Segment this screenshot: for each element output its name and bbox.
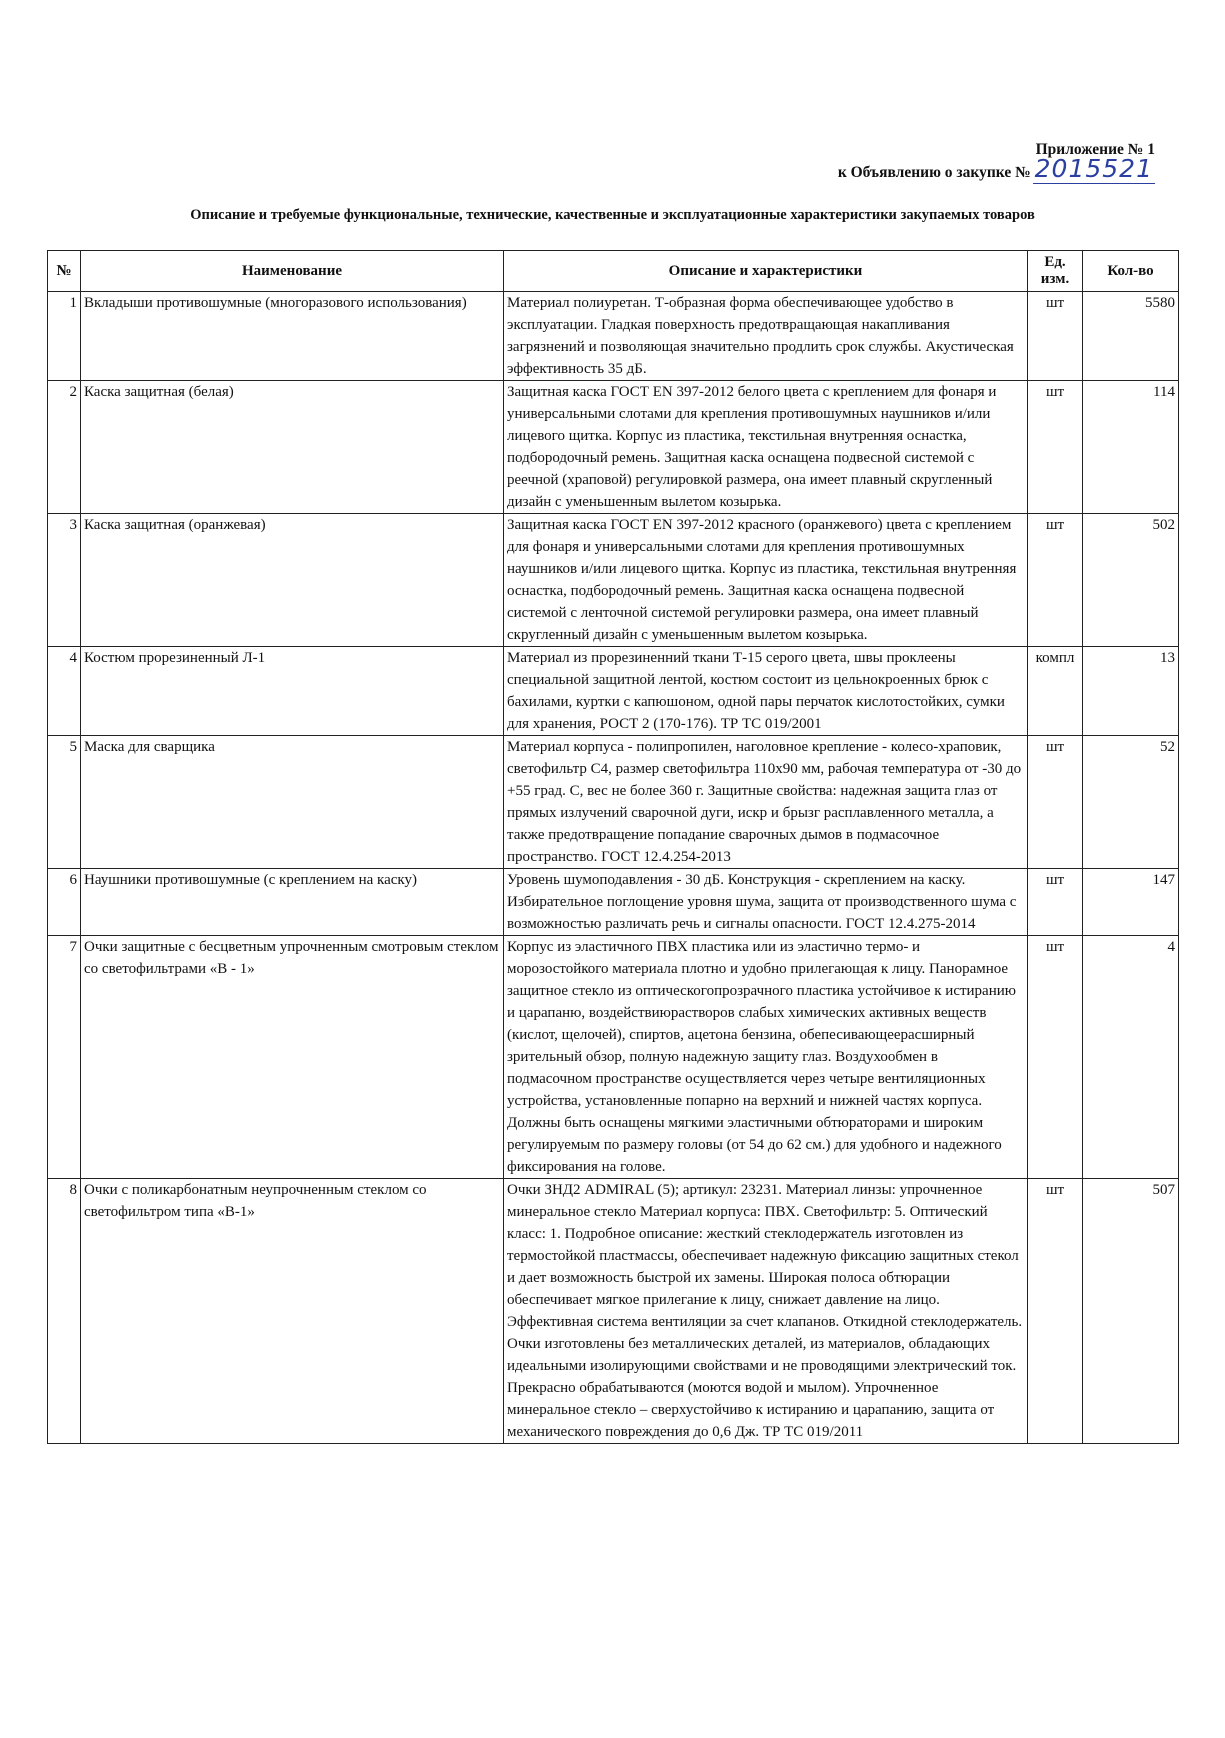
cell-no: 1 — [48, 292, 81, 381]
cell-no: 3 — [48, 514, 81, 647]
cell-unit: шт — [1028, 381, 1083, 514]
table-row — [48, 381, 1179, 514]
cell-qty: 5580 — [1083, 292, 1179, 381]
cell-desc: Корпус из эластичного ПВХ пластика или из эластично термо- и морозостойкого материала плотно и удобно прилегающая к лицу. Панорамное защитное стекло из оптическогопрозрачного пластика устойчивое к истиранию и царапаню, воздействиюрастворов слабых химических активных веществ (кислот, щелочей), спиртов, ацетона бензина, обепесивающеерасширный зрительный обзор, полную надежную защиту глаз. Воздухообмен в подмасочном пространстве осуществляется через четыре вентиляционных устройства, установленные попарно на верхний и нижней частях корпуса. Должны быть оснащены мягкими эластичными обтюраторами и широким регулируемым по размеру головы (от 54 до 62 см.) для удобного и надежного фиксирования на голове. — [504, 936, 1028, 1179]
cell-desc: Защитная каска ГОСТ EN 397-2012 красного (оранжевого) цвета с креплением для фонаря и универсальными слотами для крепления противошумных наушников и/или лицевого щитка. Корпус из пластика, текстильная внутренняя оснастка, подбородочный ремень. Защитная каска оснащена подвесной системой с ленточной системой регулировки размера, она имеет плавный скругленный дизайн с уменьшенным вылетом козырька. — [504, 514, 1028, 647]
document-title: Описание и требуемые функциональные, технические, качественные и эксплуатационные характеристики закупаемых товаров — [190, 207, 1035, 223]
cell-desc: Очки ЗНД2 ADMIRAL (5); артикул: 23231. Материал линзы: упрочненное минеральное стекло Материал корпуса: ПВХ. Светофильтр: 5. Оптический класс: 1. Подробное описание: жесткий стеклодержатель изготовлен из термостойкой пластмассы, обеспечивает надежную фиксацию защитных стекол и дает возможность быстрой их замены. Широкая полоса обтюрации обеспечивает мягкое прилегание к лицу, снижает давление на лицо. Эффективная система вентиляции за счет клапанов. Откидной стеклодержатель. Очки изготовлены без металлических деталей, из материалов, обладающих идеальными изолирующими свойствами и не проводящими электрический ток. Прекрасно обрабатываются (моются водой и мылом). Упрочненное минеральное стекло – сверхустойчиво к истиранию и царапанию, защита от механического повреждения до 0,6 Дж. ТР ТС 019/2011 — [504, 1179, 1028, 1444]
cell-unit: шт — [1028, 936, 1083, 1179]
cell-unit: шт — [1028, 736, 1083, 869]
header-name: Наименование — [81, 251, 504, 292]
cell-qty: 502 — [1083, 514, 1179, 647]
table-row — [48, 736, 1179, 869]
cell-qty: 507 — [1083, 1179, 1179, 1444]
cell-desc: Защитная каска ГОСТ EN 397-2012 белого цвета с креплением для фонаря и универсальными слотами для крепления противошумных наушников и/или лицевого щитка. Корпус из пластика, текстильная внутренняя оснастка, подбородочный ремень. Защитная каска оснащена подвесной системой с реечной (храповой) регулировкой размера, она имеет плавный скругленный дизайн с уменьшенным вылетом козырька. — [504, 381, 1028, 514]
header-qty: Кол-во — [1083, 251, 1179, 292]
cell-desc: Уровень шумоподавления - 30 дБ. Конструкция - скреплением на каску. Избирательное поглощение уровня шума, защита от производственного шума с возможностью различать речь и сигналы опасности. ГОСТ 12.4.275-2014 — [504, 869, 1028, 936]
cell-name: Маска для сварщика — [81, 736, 504, 869]
table-row — [48, 514, 1179, 647]
cell-no: 2 — [48, 381, 81, 514]
cell-name: Вкладыши противошумные (многоразового использования) — [81, 292, 504, 381]
cell-no: 5 — [48, 736, 81, 869]
table-body — [48, 292, 1179, 1444]
cell-no: 8 — [48, 1179, 81, 1444]
appendix-line2 — [837, 154, 1155, 183]
cell-name: Костюм прорезиненный Л-1 — [81, 647, 504, 736]
appendix-header — [838, 140, 1155, 182]
cell-no: 6 — [48, 869, 81, 936]
cell-qty: 114 — [1083, 381, 1179, 514]
table-row — [48, 647, 1179, 736]
appendix-line2-text: к Объявлению о закупке № — [837, 164, 1031, 181]
header-no: № — [48, 251, 81, 292]
cell-unit: шт — [1028, 514, 1083, 647]
cell-qty: 52 — [1083, 736, 1179, 869]
cell-unit: шт — [1028, 869, 1083, 936]
table-row — [48, 936, 1179, 1179]
cell-qty: 13 — [1083, 647, 1179, 736]
cell-name: Каска защитная (оранжевая) — [81, 514, 504, 647]
cell-unit: шт — [1028, 1179, 1083, 1444]
table-row — [48, 1179, 1179, 1444]
cell-qty: 147 — [1083, 869, 1179, 936]
cell-desc: Материал полиуретан. Т-образная форма обеспечивающее удобство в эксплуатации. Гладкая поверхность предотвращающая накапливания загрязнений и позволяющая значительно продлить срок службы. Акустическая эффективность 35 дБ. — [504, 292, 1028, 381]
table-row — [48, 869, 1179, 936]
cell-desc: Материал из прорезиненний ткани Т-15 серого цвета, швы проклеены специальной защитной лентой, костюм состоит из цельнокроенных брюк с бахилами, куртки с капюшоном, одной пары перчаток кислотостойких, сумки для хранения, РОСТ 2 (170-176). ТР ТС 019/2001 — [504, 647, 1028, 736]
cell-qty: 4 — [1083, 936, 1179, 1179]
appendix-line1: Приложение № 1 — [1035, 141, 1155, 158]
table-header-row — [48, 251, 1179, 292]
cell-name: Очки защитные с бесцветным упрочненным смотровым стеклом со светофильтрами «В - 1» — [81, 936, 504, 1179]
cell-desc: Материал корпуса - полипропилен, наголовное крепление - колесо-храповик, светофильтр С4, размер светофильтра 110х90 мм, рабочая температура от -30 до +55 град. С, вес не более 360 г. Защитные свойства: надежная защита глаз от прямых излучений сварочной дуги, искр и брызг расплавленного металла, а также предотвращение попадание сварочных дымов в подмасочное пространство. ГОСТ 12.4.254-2013 — [504, 736, 1028, 869]
header-unit: Ед. изм. — [1028, 251, 1083, 292]
cell-no: 4 — [48, 647, 81, 736]
cell-name: Наушники противошумные (с креплением на каску) — [81, 869, 504, 936]
cell-name: Очки с поликарбонатным неупрочненным стеклом со светофильтром типа «В-1» — [81, 1179, 504, 1444]
specification-table — [47, 250, 1179, 1444]
cell-name: Каска защитная (белая) — [81, 381, 504, 514]
cell-no: 7 — [48, 936, 81, 1179]
purchase-number-handwritten: 2015521 — [1034, 154, 1153, 183]
table-row — [48, 292, 1179, 381]
header-desc: Описание и характеристики — [504, 251, 1028, 292]
cell-unit: компл — [1028, 647, 1083, 736]
cell-unit: шт — [1028, 292, 1083, 381]
